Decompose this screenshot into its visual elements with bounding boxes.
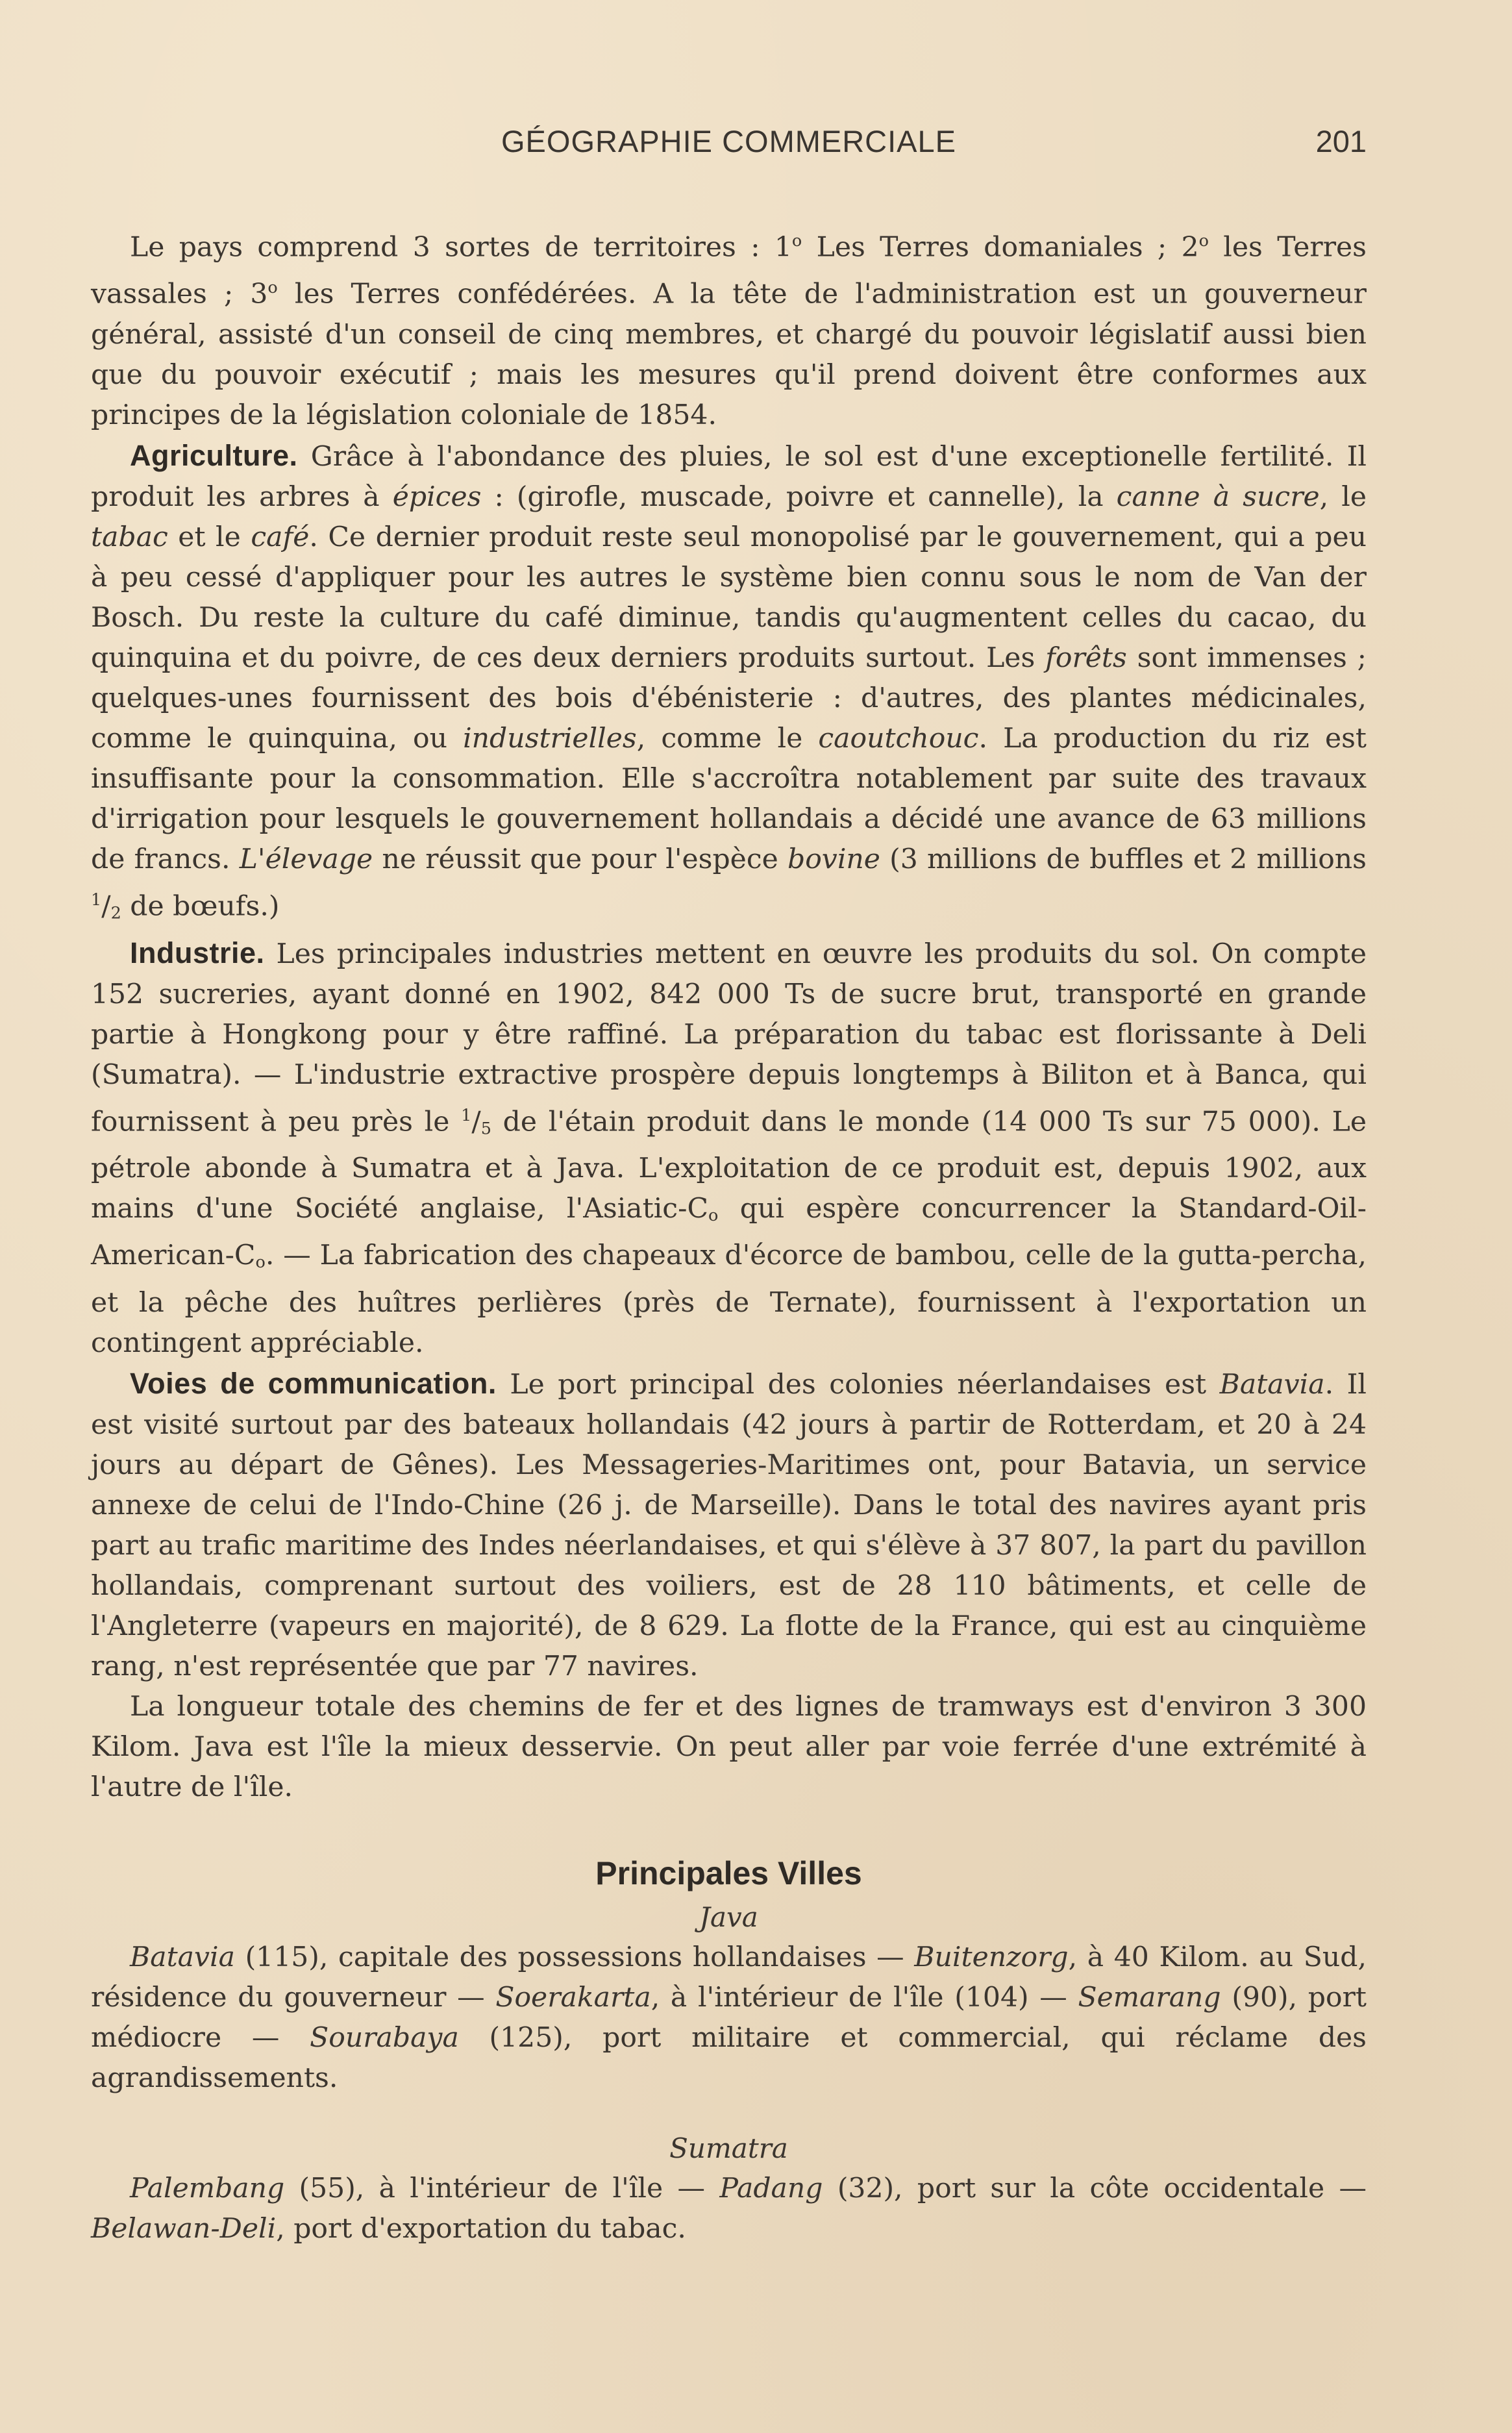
villes-heading: Principales Villes (595, 1854, 862, 1891)
industrie-heading: Industrie. (130, 936, 265, 969)
java-heading: Java (699, 1901, 758, 1933)
sumatra-heading: Sumatra (669, 2132, 788, 2164)
book-page (91, 123, 1367, 2249)
page-header (91, 123, 1367, 175)
sumatra-cities-paragraph: Palembang (55), à l'intérieur de l'île — Padang (32), port sur la côte occidentale — Belawan-Deli, port d'exportation du tabac. (91, 2172, 1367, 2245)
page-number: 201 (1315, 124, 1367, 158)
industrie-paragraph: Industrie. Les principales industries mettent en œuvre les produits du sol. On compte 152 sucreries, ayant donné en 1902, 842 000 Ts de sucre brut, transporté en grande partie à Hongkong pour y être raffiné. La préparation du tabac est florissante à Deli (Sumatra). — L'industrie extractive prospère depuis longtemps à Biliton et à Banca, qui fournissent à peu près le $^1$/5 de l'étain produit dans le monde (14 000 Ts sur 75 000). Le pétrole abonde à Sumatra et à Java. L'exploitation de ce produit est, depuis 1902, aux mains d'une Société anglaise, l'Asiatic-Co qui espère concurrencer la Standard-Oil-American-Co. — La fabrication des chapeaux d'écorce de bambou, celle de la gutta-percha, et la pêche des huîtres perlières (près de Ternate), fournissent à l'exportation un contingent appréciable. (91, 936, 1367, 1359)
voies-heading: Voies de communication. (130, 1366, 497, 1400)
voies-paragraph: Voies de communication. Le port principal des colonies néerlandaises est Batavia. Il est visité surtout par des bateaux hollandais (42 jours à partir de Rotterdam, et 20 à 24 jours au départ de Gênes). Les Messageries-Maritimes ont, pour Batavia, un service annexe de celui de l'Indo-Chine (26 j. de Marseille). Dans le total des navires ayant pris part au trafic maritime des Indes néerlandaises, et qui s'élève à 37 807, la part du pavillon hollandais, comprenant surtout des voiliers, est de 28 110 bâtiments, et celle de l'Angleterre (vapeurs en majorité), de 8 629. La flotte de la France, qui est au cinquième rang, n'est représentée que par 77 navires. (91, 1366, 1367, 1682)
railways-paragraph: La longueur totale des chemins de fer et des lignes de tramways est d'environ 3 300 Kilom. Java est l'île la mieux desservie. On peut aller par voie ferrée d'une extrémité à l'autre de l'île. (91, 1690, 1367, 1803)
agriculture-heading: Agriculture. (130, 438, 298, 472)
java-cities-paragraph: Batavia (115), capitale des possessions hollandaises — Buitenzorg, à 40 Kilom. au Sud, résidence du gouverneur — Soerakarta, à l'intérieur de l'île (104) — Semarang (90), port médiocre — Sourabaya (125), port militaire et commercial, qui réclame des agrandissements. (91, 1941, 1367, 2094)
intro-paragraph: Le pays comprend 3 sortes de territoires : 1$^o$ Les Terres domaniales ; 2$^o$ les Terres vassales ; 3$^o$ les Terres confédérées. A la tête de l'administration est un gouverneur général, assisté d'un conseil de cinq membres, et chargé du pouvoir législatif aussi bien que du pouvoir exécutif ; mais les mesures qu'il prend doivent être conformes aux principes de la législation coloniale de 1854. (91, 231, 1367, 431)
agriculture-paragraph: Agriculture. Grâce à l'abondance des pluies, le sol est d'une exceptionelle fertilité. Il produit les arbres à épices : (girofle, muscade, poivre et cannelle), la canne à sucre, le tabac et le café. Ce dernier produit reste seul monopolisé par le gouvernement, qui a peu à peu cessé d'appliquer pour les autres le système bien connu sous le nom de Van der Bosch. Du reste la culture du café diminue, tandis qu'augmentent celles du cacao, du quinquina et du poivre, de ces deux derniers produits surtout. Les forêts sont immenses ; quelques-unes fournissent des bois d'ébénisterie : d'autres, des plantes médicinales, comme le quinquina, ou industrielles, comme le caoutchouc. La production du riz est insuffisante pour la consommation. Elle s'accroîtra notablement par suite des travaux d'irrigation pour lesquels le gouvernement hollandais a décidé une avance de 63 millions de francs. L'élevage ne réussit que pour l'espèce bovine (3 millions de buffles et 2 millions $^1$/2 de bœufs.) (91, 438, 1367, 923)
running-title: GÉOGRAPHIE COMMERCIALE (501, 124, 956, 158)
